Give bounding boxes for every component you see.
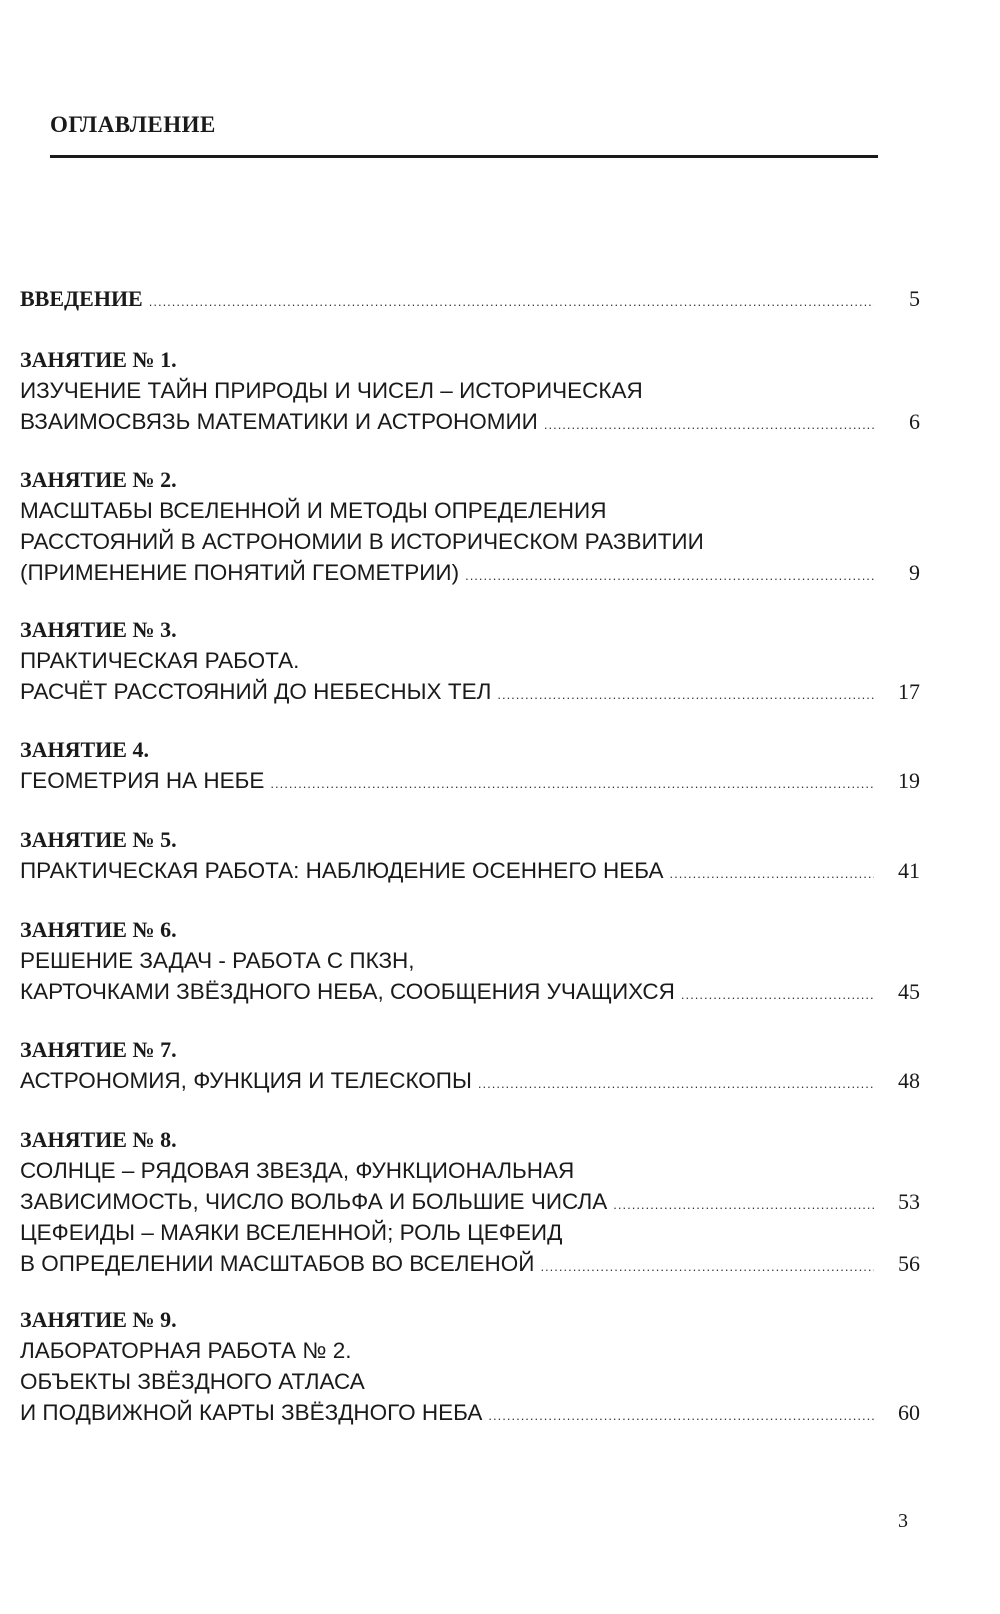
dot-leader — [681, 979, 874, 1010]
page-ref: 45 — [898, 979, 920, 1004]
toc-line[interactable] — [20, 1065, 920, 1096]
lesson-label: ЗАНЯТИЕ № 2. — [20, 467, 177, 492]
page-ref: 60 — [898, 1400, 920, 1425]
toc-line-text: ЦЕФЕИДЫ – МАЯКИ ВСЕЛЕННОЙ; РОЛЬ ЦЕФЕИД — [20, 1220, 563, 1245]
toc-line-text: И ПОДВИЖНОЙ КАРТЫ ЗВЁЗДНОГО НЕБА — [20, 1400, 483, 1425]
page-ref: 48 — [898, 1068, 920, 1093]
toc-line-text: РАССТОЯНИЙ В АСТРОНОМИИ В ИСТОРИЧЕСКОМ РАЗВИТИИ — [20, 529, 704, 554]
title-underline — [50, 155, 878, 158]
toc-line-text: РЕШЕНИЕ ЗАДАЧ - РАБОТА С ПКЗН, — [20, 948, 415, 973]
page-ref: 19 — [898, 768, 920, 793]
toc-line[interactable] — [20, 1186, 920, 1217]
toc-line[interactable] — [20, 1248, 920, 1279]
lesson-label: ЗАНЯТИЕ № 1. — [20, 347, 177, 372]
toc-line[interactable] — [20, 406, 920, 437]
toc-line[interactable] — [20, 645, 920, 676]
lesson-label: ЗАНЯТИЕ 4. — [20, 737, 149, 762]
page-ref: 41 — [898, 858, 920, 883]
toc-line[interactable] — [20, 676, 920, 707]
dot-leader — [497, 679, 874, 710]
toc-line[interactable] — [20, 526, 920, 557]
toc-line[interactable] — [20, 1155, 920, 1186]
dot-leader — [478, 1068, 874, 1099]
toc-line[interactable] — [20, 1217, 920, 1248]
page-number: 3 — [898, 1510, 908, 1532]
toc-line-text: ГЕОМЕТРИЯ НА НЕБЕ — [20, 768, 265, 793]
lesson-label: ЗАНЯТИЕ № 7. — [20, 1037, 177, 1062]
toc-entry — [20, 464, 920, 588]
toc-line-text: КАРТОЧКАМИ ЗВЁЗДНОГО НЕБА, СООБЩЕНИЯ УЧАЩИХСЯ — [20, 979, 675, 1004]
lesson-label: ЗАНЯТИЕ № 9. — [20, 1307, 177, 1332]
dot-leader — [670, 858, 874, 889]
toc-line[interactable] — [20, 1397, 920, 1428]
toc-line[interactable] — [20, 283, 920, 314]
page-ref: 6 — [909, 409, 920, 434]
toc-line-text: СОЛНЦЕ – РЯДОВАЯ ЗВЕЗДА, ФУНКЦИОНАЛЬНАЯ — [20, 1158, 575, 1183]
dot-leader — [488, 1400, 874, 1431]
toc-line-text: РАСЧЁТ РАССТОЯНИЙ ДО НЕБЕСНЫХ ТЕЛ — [20, 679, 492, 704]
dot-leader — [270, 768, 874, 799]
toc-line-text: ВВЕДЕНИЕ — [20, 286, 143, 311]
lesson-label: ЗАНЯТИЕ № 3. — [20, 617, 177, 642]
toc-entry — [20, 1034, 920, 1096]
toc-line[interactable] — [20, 976, 920, 1007]
toc-line-text: МАСШТАБЫ ВСЕЛЕННОЙ И МЕТОДЫ ОПРЕДЕЛЕНИЯ — [20, 498, 607, 523]
toc-entry — [20, 614, 920, 707]
dot-leader — [465, 560, 874, 591]
page-ref: 17 — [898, 679, 920, 704]
lesson-label: ЗАНЯТИЕ № 5. — [20, 827, 177, 852]
toc-line-text: ПРАКТИЧЕСКАЯ РАБОТА: НАБЛЮДЕНИЕ ОСЕННЕГО НЕБА — [20, 858, 664, 883]
toc-entry — [20, 283, 920, 314]
page-ref: 5 — [909, 286, 920, 311]
dot-leader — [540, 1251, 874, 1282]
lesson-label: ЗАНЯТИЕ № 6. — [20, 917, 177, 942]
toc-line[interactable] — [20, 1335, 920, 1366]
toc-entry — [20, 734, 920, 796]
toc-entry — [20, 1304, 920, 1428]
page-ref: 53 — [898, 1189, 920, 1214]
toc-line-text: ПРАКТИЧЕСКАЯ РАБОТА. — [20, 648, 300, 673]
toc-line-text: ВЗАИМОСВЯЗЬ МАТЕМАТИКИ И АСТРОНОМИИ — [20, 409, 538, 434]
page-ref: 56 — [898, 1251, 920, 1276]
page-title: ОГЛАВЛЕНИЕ — [50, 112, 216, 137]
toc-line-text: (ПРИМЕНЕНИЕ ПОНЯТИЙ ГЕОМЕТРИИ) — [20, 560, 460, 585]
toc-line[interactable] — [20, 1366, 920, 1397]
toc-entry — [20, 914, 920, 1007]
toc-entry — [20, 824, 920, 886]
toc-line-text: В ОПРЕДЕЛЕНИИ МАСШТАБОВ ВО ВСЕЛЕНОЙ — [20, 1251, 535, 1276]
toc-line-text: ОБЪЕКТЫ ЗВЁЗДНОГО АТЛАСА — [20, 1369, 365, 1394]
toc-line[interactable] — [20, 557, 920, 588]
toc-line[interactable] — [20, 855, 920, 886]
toc-line-text: ИЗУЧЕНИЕ ТАЙН ПРИРОДЫ И ЧИСЕЛ – ИСТОРИЧЕСКАЯ — [20, 378, 643, 403]
toc-line[interactable] — [20, 375, 920, 406]
toc-entry — [20, 344, 920, 437]
toc-line[interactable] — [20, 765, 920, 796]
toc-entry — [20, 1124, 920, 1279]
lesson-label: ЗАНЯТИЕ № 8. — [20, 1127, 177, 1152]
dot-leader — [149, 286, 874, 317]
toc-line-text: ЗАВИСИМОСТЬ, ЧИСЛО ВОЛЬФА И БОЛЬШИЕ ЧИСЛА — [20, 1189, 608, 1214]
toc-line[interactable] — [20, 945, 920, 976]
dot-leader — [544, 409, 874, 440]
page-ref: 9 — [909, 560, 920, 585]
toc-line[interactable] — [20, 495, 920, 526]
toc-line-text: ЛАБОРАТОРНАЯ РАБОТА № 2. — [20, 1338, 352, 1363]
toc-line-text: АСТРОНОМИЯ, ФУНКЦИЯ И ТЕЛЕСКОПЫ — [20, 1068, 472, 1093]
dot-leader — [613, 1189, 874, 1220]
